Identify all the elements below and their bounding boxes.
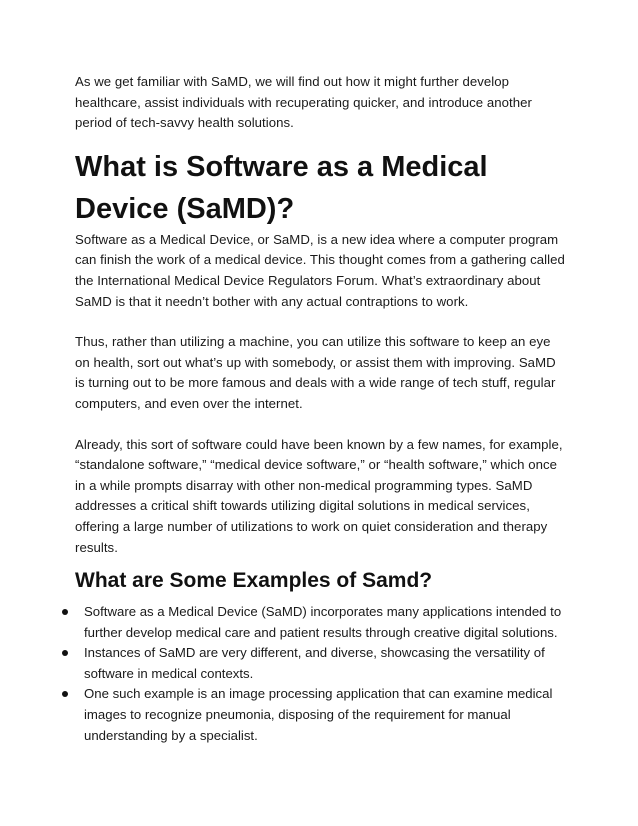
list-item (75, 602, 565, 643)
document-page (75, 72, 565, 746)
samd-usage-paragraph: Thus, rather than utilizing a machine, you can utilize this software to keep an eye on health, sort out what’s up with somebody, or assist them with improving. SaMD is turning out to be more famous and deals with a wide range of tech stuff, regular computers, and even over the internet. (75, 334, 556, 411)
list-item-text: Software as a Medical Device (SaMD) incorporates many applications intended to further develop medical care and patient results through creative digital solutions. (84, 604, 562, 640)
list-item (75, 684, 565, 746)
list-item-text: One such example is an image processing application that can examine medical images to recognize pneumonia, disposing of the requirement for manual understanding by a specialist. (84, 686, 553, 743)
list-item (75, 643, 565, 684)
bullet-icon (62, 691, 68, 697)
samd-history-paragraph: Already, this sort of software could have been known by a few names, for example, “standalone software,” “medical device software,” or “health software,” which once in a while prompts disarray with other non-medical programming types. SaMD addresses a critical shift towards utilizing digital solutions in medical services, offering a large number of utilizations to work on quiet consideration and therapy results. (75, 436, 563, 555)
examples-list (75, 602, 565, 746)
samd-definition-paragraph: Software as a Medical Device, or SaMD, is a new idea where a computer program can finish the work of a medical device. This thought comes from a gathering called the International Medical Device Regulators Forum. What’s extraordinary about SaMD is that it needn’t bother with any actual contraptions to work. (75, 231, 565, 309)
heading-samd-examples: What are Some Examples of Samd? (75, 569, 433, 593)
bullet-icon (62, 650, 68, 656)
bullet-icon (62, 609, 68, 615)
intro-paragraph: As we get familiar with SaMD, we will find out how it might further develop healthcare, assist individuals with recuperating quicker, and introduce another period of tech-savvy health solutions. (75, 74, 532, 131)
list-item-text: Instances of SaMD are very different, and diverse, showcasing the versatility of software in medical contexts. (84, 645, 545, 681)
heading-what-is-samd: What is Software as a Medical Device (SaMD)? (75, 150, 488, 225)
